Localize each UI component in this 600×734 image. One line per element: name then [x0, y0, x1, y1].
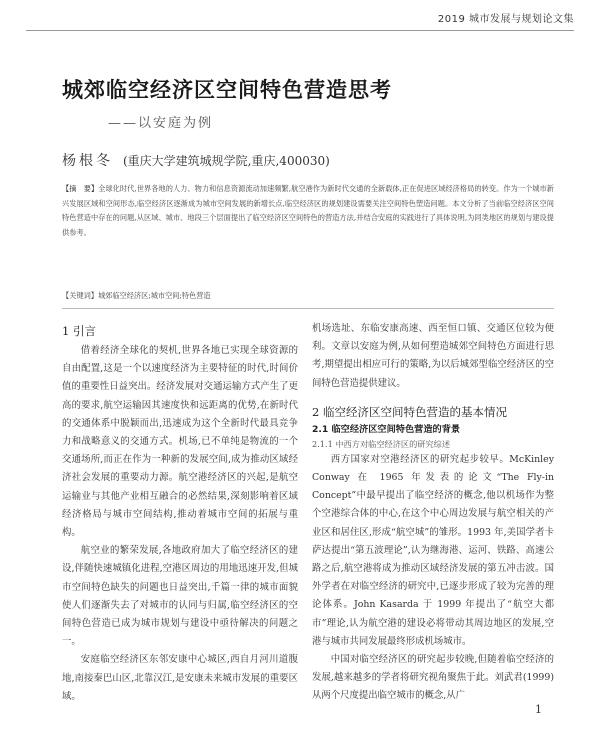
author-name: 杨根冬 — [62, 153, 113, 169]
section-1-heading: 1 引言 — [62, 324, 96, 338]
section-2-paragraph-1: 西方国家对空港经济区的研究起步较早。McKinley Conway 在 1965 年发表的论文“The Fly-in Concept”中最早提出了临空经济的概念,他以机场作为整个空港综合体的中心,在这个中心周边发展与航空相关的产业区和居住区,形成“航空城”的雏形。1993 年,美国学者卡萨达提出“第五波理论”,认为继海港、运河、铁路、高速公路之后,航空港将成为推动区域经济发展的第五冲击波。国外学者在对临空经济的研究中,已逐步形成了较为完善的理论体系。John Kasarda 于 1999 年提出了“航空大都市”理论,认为航空港的建设必将带动其周边地区的发展,空港与城市共同发展最终形成机场城市。 — [312, 453, 554, 647]
abstract-divider — [62, 308, 554, 309]
keywords-label: 【关键词】 — [62, 291, 98, 300]
article-subtitle: ——以安庭为例 — [108, 116, 214, 131]
author-line — [62, 150, 330, 170]
page-number: 1 — [535, 703, 542, 716]
keywords-text: 城郊临空经济区;城市空间;特色营造 — [97, 291, 211, 300]
section-2-1-1-heading: 2.1.1 中西方对临空经济区的研究综述 — [312, 438, 451, 449]
section-1-paragraph-1: 借着经济全球化的契机,世界各地已实现全球资源的自由配置,这是一个以速度经济为主要特征的时代,时间价值的重要性日益突出。经济发展对交通运输方式产生了更高的要求,航空运输因其速度快和远距离的优势,在新时代的交通体系中脱颖而出,迅速成为这个全新时代最具竞争力和战略意义的交通方式。机场,已不单纯是物流的一个交通场所,而正在作为一种新的发展空间,成为推动区域经济社会发展的重要动力源。航空港经济区的兴起,是航空运输业与其他产业相互融合的必然结果,深刻影响着区域经济格局与城市空间结构,推动着城市空间的拓展与重构。 — [62, 345, 298, 539]
section-1-paragraph-3: 安庭临空经济区东邻安康中心城区,西自月河川道腹地,南接秦巴山区,北靠汉江,是安康未来城市发展的重要区域。 — [62, 654, 298, 702]
right-column — [312, 320, 554, 706]
section-2-paragraph-2: 中国对临空经济区的研究起步较晚,但随着临空经济的发展,越来越多的学者将研究视角聚焦于此。刘武君(1999)从两个尺度提出临空城市的概念,从广 — [312, 654, 554, 702]
abstract — [62, 182, 554, 240]
header-rule — [26, 30, 574, 31]
running-header: 2019 城市发展与规划论文集 — [437, 14, 574, 25]
abstract-text: 全球化时代,世界各地的人力、物力和信息资源流动加速频繁,航空港作为新时代交通的全新载体,正在促进区域经济格局的转变。作为一个城市新兴发展区域和空间形态,临空经济区逐渐成为城市空间发展的新增长点,临空经济区的规划建设需要关注空间特色塑造问题。本文分析了当前临空经济区空间特色营造中存在的问题,从区域、城市、地段三个层面提出了临空经济区空间特色的营造方法,并结合安庭的实践进行了具体说明,为同类地区的规划与建设提供参考。 — [62, 184, 554, 237]
left-column — [62, 320, 298, 706]
section-1-paragraph-2: 航空业的繁荣发展,各地政府加大了临空经济区的建设,伴随快速城镇化进程,空港区周边的用地迅速开发,但城市空间特色缺失的问题也日益突出,千篇一律的城市面貌使人们逐渐失去了对城市的认同与归属,临空经济区的空间特色营造已成为城市规划与建设中亟待解决的问题之一。 — [62, 545, 298, 648]
section-2-1-heading: 2.1 临空经济区空间特色营造的背景 — [312, 423, 461, 435]
abstract-label: 【摘 要】 — [62, 184, 99, 193]
section-1-paragraph-continued: 机场选址、东临安康高速、西至恒口镇、交通区位较为便利。文章以安庭为例,从如何塑造城郊空间特色方面进行思考,期望提出相应可行的策略,为以后城郊型临空经济区的空间特色营造提供建议。 — [312, 323, 554, 389]
author-affiliation: (重庆大学建筑城规学院,重庆,400030) — [123, 154, 330, 168]
keywords — [62, 289, 554, 302]
section-2-heading: 2 临空经济区空间特色营造的基本情况 — [312, 404, 507, 419]
article-title: 城郊临空经济区空间特色营造思考 — [62, 78, 392, 102]
